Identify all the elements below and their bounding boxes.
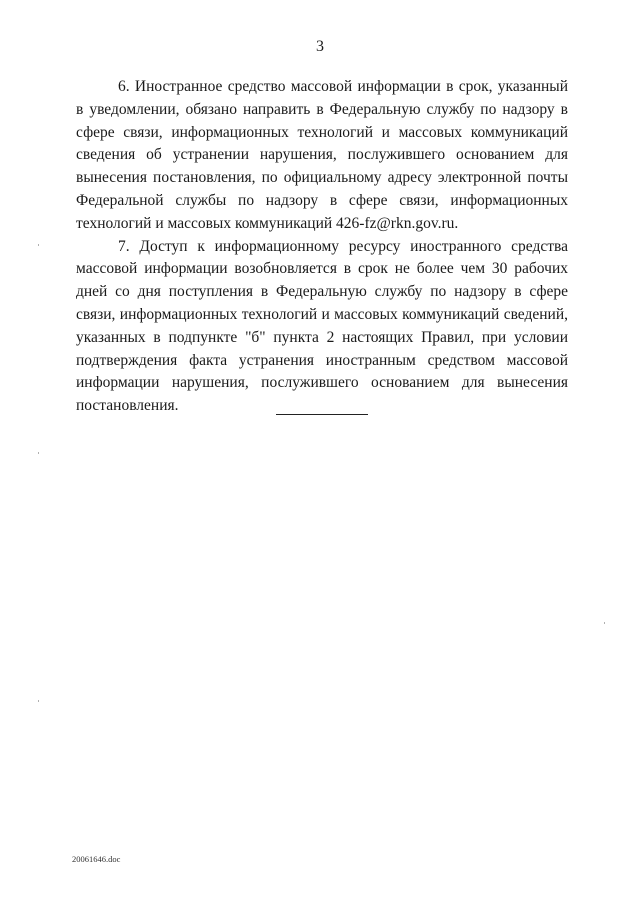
scan-speck (38, 700, 39, 702)
scan-speck (38, 244, 39, 246)
scan-speck (38, 452, 39, 454)
footer-file-name: 20061646.doc (72, 854, 121, 864)
paragraph-6: 6. Иностранное средство массовой информации в срок, указанный в уведомлении, обязано направить в Федеральную службу по надзору в сфере связи, информационных технологий и массовых коммуникаций сведения об устранении нарушения, послужившего основанием для вынесения постановления, по официальному адресу электронной почты Федеральной службы по надзору в сфере связи, информационных технологий и массовых коммуникаций 426-fz@rkn.gov.ru. (76, 78, 568, 232)
paragraph-7: 7. Доступ к информационному ресурсу иностранного средства массовой информации возобновляется в срок не более чем 30 рабочих дней со дня поступления в Федеральную службу по надзору в сфере связи, информационных технологий и массовых коммуникаций сведений, указанных в подпункте "б" пункта 2 настоящих Правил, при условии подтверждения факта устранения иностранным средством массовой информации нарушения, послужившего основанием для вынесения постановления. (76, 237, 568, 415)
scan-speck (604, 622, 605, 624)
end-separator-line (276, 414, 368, 415)
document-body (76, 76, 568, 418)
page-number: 3 (316, 38, 324, 55)
